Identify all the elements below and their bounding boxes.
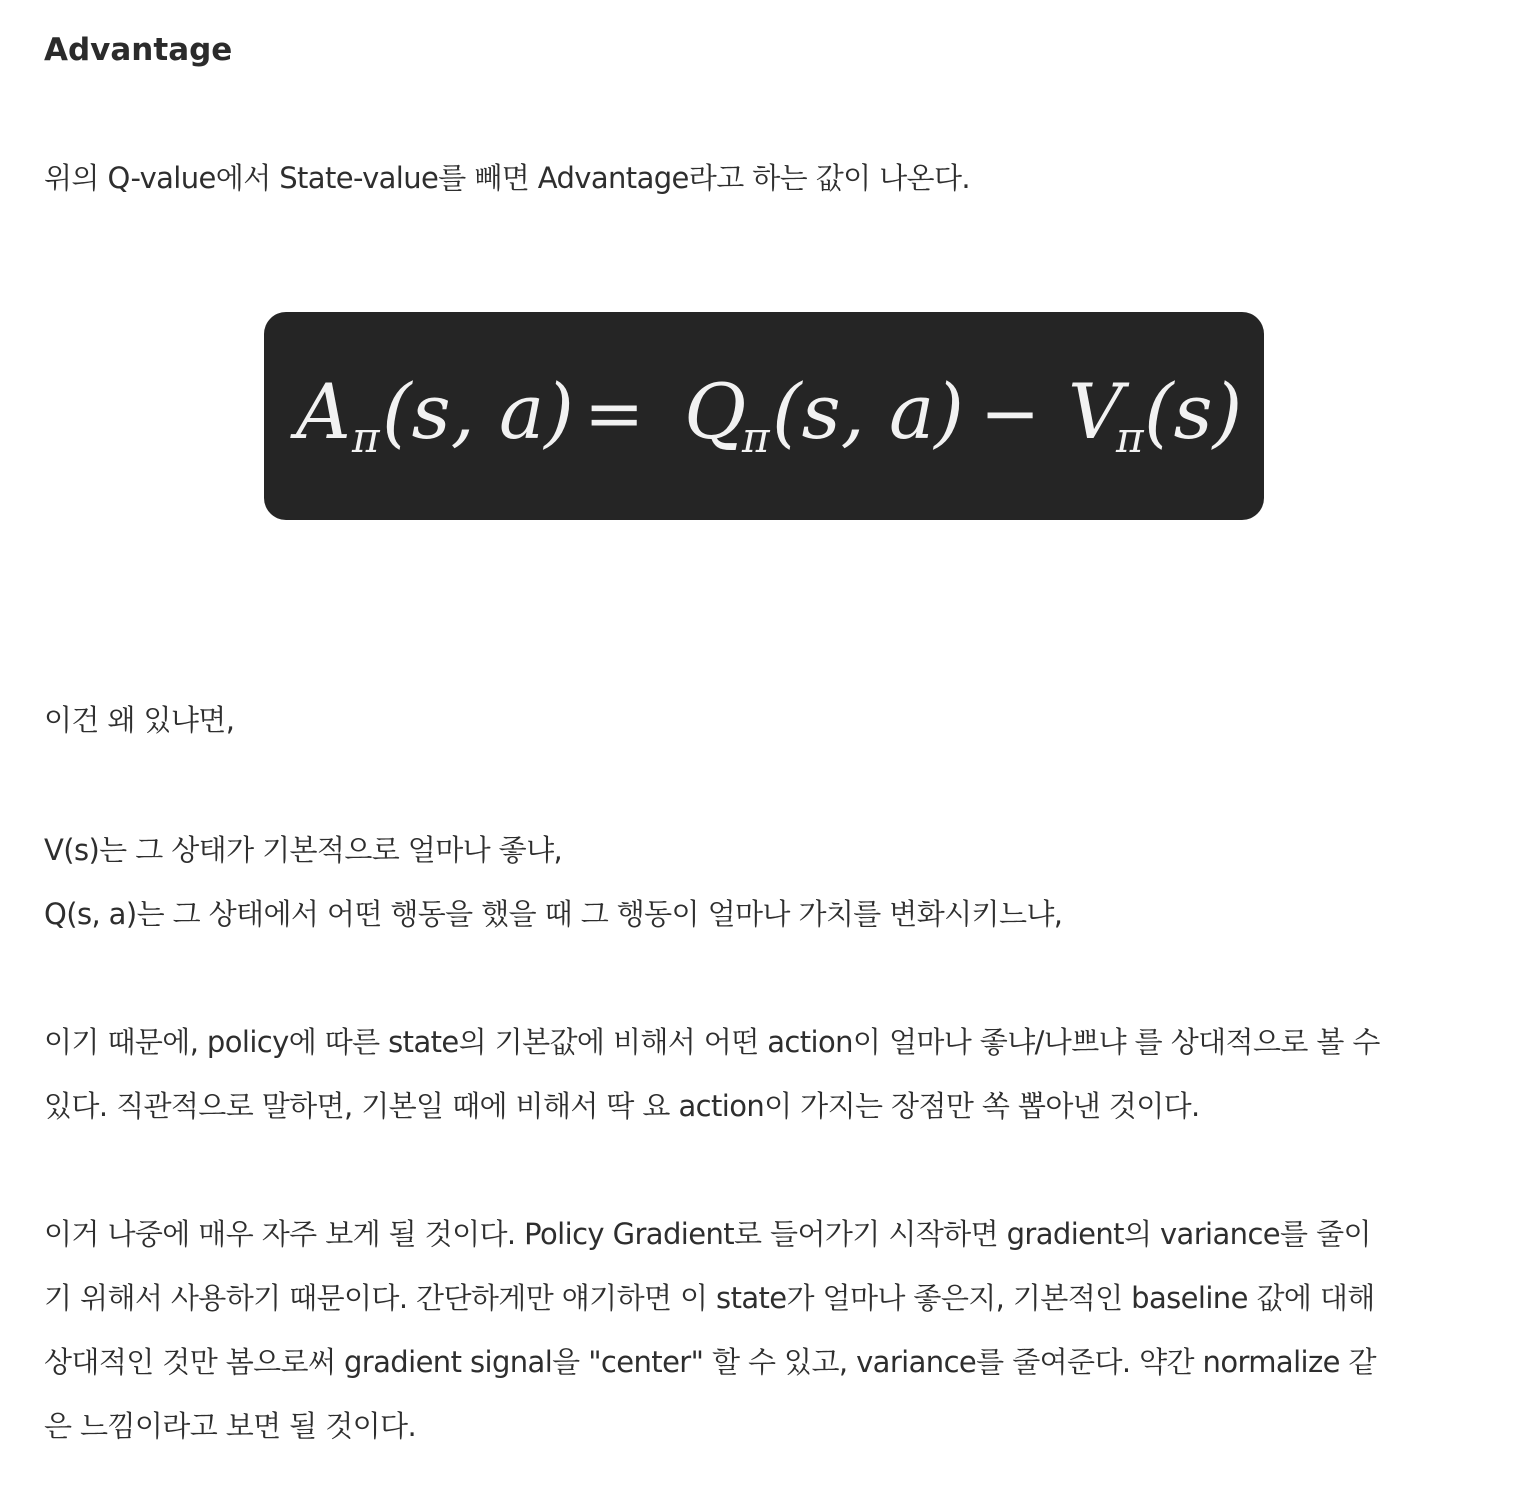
formula-minus: − [980, 371, 1041, 455]
usage-line-3: 상대적인 것만 봄으로써 gradient signal을 "center" 할 수 있고, variance를 줄여준다. 약간 normalize 같 [44, 1345, 1376, 1379]
formula-block [264, 312, 1264, 520]
explanation-line-1: 이기 때문에, policy에 따른 state의 기본값에 비해서 어떤 action이 얼마나 좋냐/나쁘냐 를 상대적으로 볼 수 [44, 1025, 1380, 1059]
q-definition-line: Q(s, a)는 그 상태에서 어떤 행동을 했을 때 그 행동이 얼마나 가치를 변화시키느냐, [44, 897, 1063, 931]
formula-lhs-symbol: A [296, 367, 351, 456]
formula-equals: = [584, 371, 645, 455]
section-heading: Advantage [44, 32, 233, 68]
formula-v-args: (s) [1144, 367, 1243, 456]
formula-v-symbol: V [1068, 367, 1123, 456]
advantage-formula [264, 312, 1264, 520]
usage-line-4: 은 느낌이라고 보면 될 것이다. [44, 1409, 417, 1443]
usage-line-2: 기 위해서 사용하기 때문이다. 간단하게만 얘기하면 이 state가 얼마나 좋은지, 기본적인 baseline 값에 대해 [44, 1281, 1375, 1315]
formula-v-subscript: π [1116, 413, 1144, 462]
formula-q-subscript: π [742, 413, 770, 462]
explanation-line-2: 있다. 직관적으로 말하면, 기본일 때에 비해서 딱 요 action이 가지는 장점만 쏙 뽑아낸 것이다. [44, 1089, 1200, 1123]
why-paragraph: 이건 왜 있냐면, [44, 703, 235, 737]
intro-paragraph: 위의 Q-value에서 State-value를 빼면 Advantage라고 하는 값이 나온다. [44, 161, 971, 195]
usage-line-1: 이거 나중에 매우 자주 보게 될 것이다. Policy Gradient로 들어가기 시작하면 gradient의 variance를 줄이 [44, 1217, 1371, 1251]
v-definition-line: V(s)는 그 상태가 기본적으로 얼마나 좋냐, [44, 833, 563, 867]
formula-lhs-args: (s, a) [382, 367, 574, 456]
formula-q-symbol: Q [684, 367, 747, 456]
formula-lhs-subscript: π [352, 413, 380, 462]
formula-q-args: (s, a) [772, 367, 964, 456]
